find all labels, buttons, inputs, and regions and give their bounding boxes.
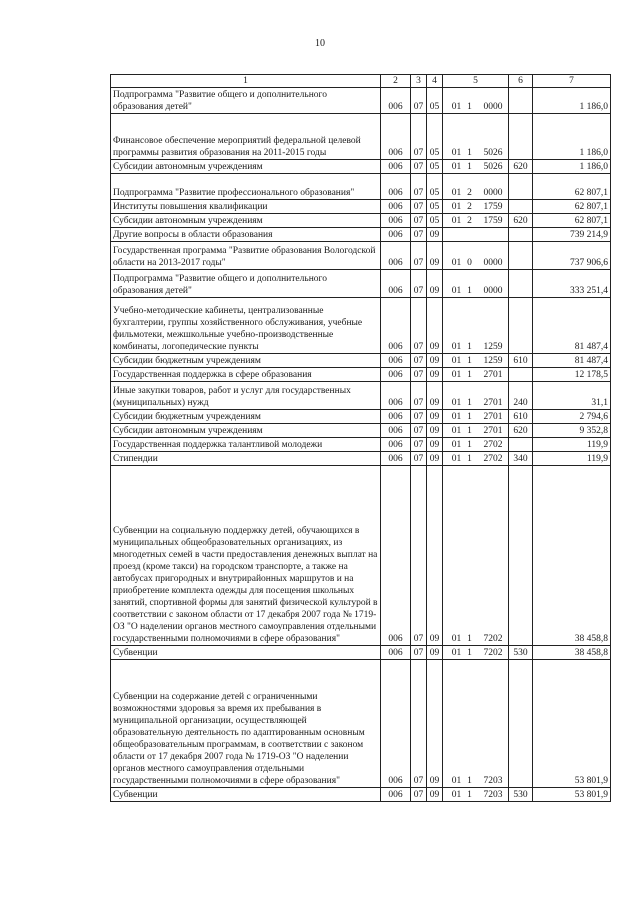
target-direction: 0000	[483, 102, 503, 112]
row-name: Субсидии бюджетным учреждениям	[111, 410, 381, 424]
target-program: 01	[451, 356, 462, 366]
target-program: 01	[451, 162, 462, 172]
cell-target-article	[443, 228, 509, 242]
cell-target-article	[443, 788, 509, 802]
cell-section: 07	[411, 368, 427, 382]
cell-ministry-code: 006	[381, 646, 411, 660]
target-direction: 0000	[483, 286, 503, 296]
cell-section: 07	[411, 242, 427, 270]
column-header: 6	[509, 75, 533, 88]
column-header: 3	[411, 75, 427, 88]
cell-target-article	[443, 382, 509, 410]
cell-amount: 81 487,4	[533, 354, 611, 368]
target-subprogram: 2	[467, 202, 472, 212]
target-direction: 0000	[483, 258, 503, 268]
target-direction: 2701	[483, 412, 503, 422]
target-subprogram: 2	[467, 216, 472, 226]
cell-expense-type: 530	[509, 646, 533, 660]
cell-amount: 119,9	[533, 438, 611, 452]
row-name: Подпрограмма "Развитие профессионального образования"	[111, 174, 381, 200]
cell-subsection: 05	[427, 174, 443, 200]
cell-subsection: 05	[427, 114, 443, 160]
cell-section: 07	[411, 174, 427, 200]
cell-subsection: 09	[427, 298, 443, 354]
table-row	[111, 270, 611, 298]
row-name: Государственная поддержка талантливой молодежи	[111, 438, 381, 452]
header-row	[111, 75, 611, 88]
cell-ministry-code: 006	[381, 368, 411, 382]
cell-section: 07	[411, 452, 427, 466]
cell-expense-type: 620	[509, 214, 533, 228]
table-row	[111, 646, 611, 660]
cell-target-article	[443, 214, 509, 228]
cell-subsection: 09	[427, 228, 443, 242]
cell-section: 07	[411, 660, 427, 788]
table-row	[111, 354, 611, 368]
cell-subsection: 09	[427, 270, 443, 298]
cell-ministry-code: 006	[381, 382, 411, 410]
cell-target-article	[443, 298, 509, 354]
cell-section: 07	[411, 214, 427, 228]
target-subprogram: 1	[467, 162, 472, 172]
target-direction: 2702	[483, 454, 503, 464]
cell-ministry-code: 006	[381, 466, 411, 646]
target-direction: 1759	[483, 216, 503, 226]
row-name: Субвенции	[111, 788, 381, 802]
target-direction: 5026	[483, 162, 503, 172]
cell-target-article	[443, 88, 509, 114]
cell-subsection: 09	[427, 452, 443, 466]
target-program: 01	[451, 776, 462, 786]
cell-subsection: 09	[427, 368, 443, 382]
cell-section: 07	[411, 298, 427, 354]
table-row	[111, 368, 611, 382]
table-row	[111, 438, 611, 452]
cell-subsection: 09	[427, 466, 443, 646]
column-header: 4	[427, 75, 443, 88]
cell-ministry-code: 006	[381, 424, 411, 438]
budget-table	[110, 74, 611, 802]
cell-amount: 62 807,1	[533, 174, 611, 200]
cell-target-article	[443, 368, 509, 382]
target-program: 01	[451, 148, 462, 158]
cell-ministry-code: 006	[381, 88, 411, 114]
cell-ministry-code: 006	[381, 298, 411, 354]
row-name: Субсидии бюджетным учреждениям	[111, 354, 381, 368]
cell-expense-type	[509, 466, 533, 646]
row-name: Субсидии автономным учреждениям	[111, 160, 381, 174]
row-name: Государственная программа "Развитие образования Вологодской области на 2013-2017 годы"	[111, 242, 381, 270]
row-name: Субвенции на социальную поддержку детей, обучающихся в муниципальных общеобразовательных организациях, из многодетных семей в части предоставления денежных выплат на проезд (кроме такси) на городском транспорте, а также на автобусах пригородных и внутрирайонных маршрутов и на приобретение комплекта одежды для посещения школьных занятий, спортивной формы для занятий физической культурой в соответствии с законом области от 17 декабря 2007 года № 1719-ОЗ "О наделении органов местного самоуправления отдельными государственными полномочиями в сфере образования"	[111, 466, 381, 646]
cell-amount: 9 352,8	[533, 424, 611, 438]
cell-ministry-code: 006	[381, 114, 411, 160]
cell-expense-type: 620	[509, 160, 533, 174]
target-program: 01	[451, 790, 462, 800]
cell-target-article	[443, 174, 509, 200]
target-direction: 7203	[483, 776, 503, 786]
row-name: Финансовое обеспечение мероприятий федеральной целевой программы развития образования на 2011-2015 годы	[111, 114, 381, 160]
target-program: 01	[451, 102, 462, 112]
cell-ministry-code: 006	[381, 214, 411, 228]
target-direction: 1259	[483, 342, 503, 352]
cell-target-article	[443, 646, 509, 660]
target-direction: 7203	[483, 790, 503, 800]
cell-subsection: 09	[427, 660, 443, 788]
cell-amount: 1 186,0	[533, 160, 611, 174]
row-name: Государственная поддержка в сфере образования	[111, 368, 381, 382]
cell-subsection: 05	[427, 214, 443, 228]
cell-ministry-code: 006	[381, 200, 411, 214]
cell-ministry-code: 006	[381, 242, 411, 270]
table-row	[111, 466, 611, 646]
target-direction: 1759	[483, 202, 503, 212]
cell-expense-type	[509, 200, 533, 214]
target-subprogram: 1	[467, 398, 472, 408]
target-program: 01	[451, 370, 462, 380]
target-subprogram: 1	[467, 412, 472, 422]
row-name: Субсидии автономным учреждениям	[111, 424, 381, 438]
cell-ministry-code: 006	[381, 228, 411, 242]
cell-amount: 2 794,6	[533, 410, 611, 424]
cell-ministry-code: 006	[381, 660, 411, 788]
cell-subsection: 09	[427, 646, 443, 660]
target-subprogram: 1	[467, 440, 472, 450]
target-program: 01	[451, 342, 462, 352]
target-subprogram: 0	[467, 258, 472, 268]
cell-amount: 739 214,9	[533, 228, 611, 242]
cell-subsection: 09	[427, 788, 443, 802]
cell-section: 07	[411, 424, 427, 438]
column-header: 1	[111, 75, 381, 88]
target-subprogram: 2	[467, 188, 472, 198]
target-direction: 5026	[483, 148, 503, 158]
row-name: Подпрограмма "Развитие общего и дополнительного образования детей"	[111, 270, 381, 298]
row-name: Субвенции на содержание детей с ограниченными возможностями здоровья за время их пребывания в муниципальной организации, осуществляющей образовательную деятельность по адаптированным основным общеобразовательным программам, в соответствии с законом области от 17 декабря 2007 года № 1719-ОЗ "О наделении органов местного самоуправления отдельными государственными полномочиями в сфере образования"	[111, 660, 381, 788]
target-subprogram: 1	[467, 790, 472, 800]
cell-section: 07	[411, 646, 427, 660]
target-subprogram: 1	[467, 634, 472, 644]
cell-subsection: 05	[427, 88, 443, 114]
cell-target-article	[443, 160, 509, 174]
cell-amount: 1 186,0	[533, 114, 611, 160]
cell-ministry-code: 006	[381, 354, 411, 368]
table-body	[111, 88, 611, 802]
cell-amount: 1 186,0	[533, 88, 611, 114]
cell-expense-type	[509, 174, 533, 200]
row-name: Другие вопросы в области образования	[111, 228, 381, 242]
cell-subsection: 09	[427, 424, 443, 438]
row-name: Учебно-методические кабинеты, централизованные бухгалтерии, группы хозяйственного обслуживания, учебные фильмотеки, межшкольные учебно-производственные комбинаты, логопедические пункты	[111, 298, 381, 354]
cell-ministry-code: 006	[381, 160, 411, 174]
cell-target-article	[443, 660, 509, 788]
cell-expense-type: 240	[509, 382, 533, 410]
cell-section: 07	[411, 438, 427, 452]
target-program: 01	[451, 258, 462, 268]
cell-expense-type	[509, 368, 533, 382]
target-subprogram: 1	[467, 454, 472, 464]
cell-expense-type	[509, 242, 533, 270]
cell-section: 07	[411, 160, 427, 174]
cell-subsection: 09	[427, 382, 443, 410]
cell-ministry-code: 006	[381, 452, 411, 466]
target-subprogram: 1	[467, 776, 472, 786]
cell-section: 07	[411, 466, 427, 646]
target-program: 01	[451, 426, 462, 436]
target-program: 01	[451, 454, 462, 464]
cell-expense-type	[509, 114, 533, 160]
target-subprogram: 1	[467, 426, 472, 436]
target-subprogram: 1	[467, 356, 472, 366]
cell-expense-type	[509, 298, 533, 354]
target-program: 01	[451, 216, 462, 226]
cell-ministry-code: 006	[381, 270, 411, 298]
target-program: 01	[451, 188, 462, 198]
cell-amount: 38 458,8	[533, 466, 611, 646]
cell-subsection: 09	[427, 410, 443, 424]
row-name: Стипендии	[111, 452, 381, 466]
column-header: 5	[443, 75, 509, 88]
target-direction: 7202	[483, 634, 503, 644]
row-name: Субвенции	[111, 646, 381, 660]
cell-amount: 53 801,9	[533, 660, 611, 788]
row-name: Субсидии автономным учреждениям	[111, 214, 381, 228]
target-program: 01	[451, 634, 462, 644]
cell-section: 07	[411, 228, 427, 242]
cell-target-article	[443, 424, 509, 438]
target-direction: 7202	[483, 648, 503, 658]
target-direction: 2702	[483, 440, 503, 450]
cell-subsection: 09	[427, 354, 443, 368]
cell-subsection: 09	[427, 242, 443, 270]
cell-ministry-code: 006	[381, 438, 411, 452]
table-row	[111, 174, 611, 200]
target-program: 01	[451, 440, 462, 450]
table-row	[111, 214, 611, 228]
cell-target-article	[443, 410, 509, 424]
table-row	[111, 160, 611, 174]
target-direction: 2701	[483, 370, 503, 380]
cell-expense-type: 620	[509, 424, 533, 438]
cell-expense-type: 610	[509, 354, 533, 368]
cell-expense-type	[509, 228, 533, 242]
cell-target-article	[443, 114, 509, 160]
table-row	[111, 788, 611, 802]
cell-target-article	[443, 200, 509, 214]
cell-section: 07	[411, 382, 427, 410]
target-direction: 2701	[483, 398, 503, 408]
page-number: 10	[315, 38, 325, 49]
table-row	[111, 298, 611, 354]
target-subprogram: 1	[467, 102, 472, 112]
table-row	[111, 660, 611, 788]
cell-section: 07	[411, 88, 427, 114]
table-row	[111, 452, 611, 466]
cell-target-article	[443, 438, 509, 452]
cell-target-article	[443, 270, 509, 298]
cell-expense-type: 610	[509, 410, 533, 424]
cell-amount: 62 807,1	[533, 200, 611, 214]
cell-section: 07	[411, 270, 427, 298]
target-subprogram: 1	[467, 342, 472, 352]
cell-expense-type	[509, 438, 533, 452]
target-subprogram: 1	[467, 148, 472, 158]
table-row	[111, 228, 611, 242]
cell-amount: 12 178,5	[533, 368, 611, 382]
cell-amount: 119,9	[533, 452, 611, 466]
target-subprogram: 1	[467, 286, 472, 296]
target-program: 01	[451, 286, 462, 296]
cell-subsection: 05	[427, 200, 443, 214]
cell-section: 07	[411, 410, 427, 424]
cell-expense-type	[509, 88, 533, 114]
target-program: 01	[451, 202, 462, 212]
cell-amount: 53 801,9	[533, 788, 611, 802]
target-direction: 0000	[483, 188, 503, 198]
row-name: Иные закупки товаров, работ и услуг для государственных (муниципальных) нужд	[111, 382, 381, 410]
cell-ministry-code: 006	[381, 410, 411, 424]
cell-target-article	[443, 242, 509, 270]
target-subprogram: 1	[467, 648, 472, 658]
row-name: Институты повышения квалификации	[111, 200, 381, 214]
target-program: 01	[451, 412, 462, 422]
cell-target-article	[443, 452, 509, 466]
target-program: 01	[451, 398, 462, 408]
cell-target-article	[443, 354, 509, 368]
cell-subsection: 05	[427, 160, 443, 174]
table-row	[111, 382, 611, 410]
row-name: Подпрограмма "Развитие общего и дополнительного образования детей"	[111, 88, 381, 114]
cell-target-article	[443, 466, 509, 646]
cell-amount: 38 458,8	[533, 646, 611, 660]
cell-amount: 737 906,6	[533, 242, 611, 270]
cell-amount: 81 487,4	[533, 298, 611, 354]
cell-section: 07	[411, 354, 427, 368]
cell-section: 07	[411, 114, 427, 160]
cell-amount: 333 251,4	[533, 270, 611, 298]
cell-subsection: 09	[427, 438, 443, 452]
cell-section: 07	[411, 200, 427, 214]
column-header: 7	[533, 75, 611, 88]
table-row	[111, 114, 611, 160]
cell-expense-type	[509, 660, 533, 788]
target-subprogram: 1	[467, 370, 472, 380]
cell-expense-type: 530	[509, 788, 533, 802]
table-row	[111, 200, 611, 214]
cell-ministry-code: 006	[381, 174, 411, 200]
cell-expense-type: 340	[509, 452, 533, 466]
cell-amount: 62 807,1	[533, 214, 611, 228]
table-row	[111, 88, 611, 114]
cell-ministry-code: 006	[381, 788, 411, 802]
target-program: 01	[451, 648, 462, 658]
column-header: 2	[381, 75, 411, 88]
cell-amount: 31,1	[533, 382, 611, 410]
target-direction: 1259	[483, 356, 503, 366]
target-direction: 2701	[483, 426, 503, 436]
cell-section: 07	[411, 788, 427, 802]
table-row	[111, 424, 611, 438]
table-row	[111, 410, 611, 424]
table-row	[111, 242, 611, 270]
cell-expense-type	[509, 270, 533, 298]
